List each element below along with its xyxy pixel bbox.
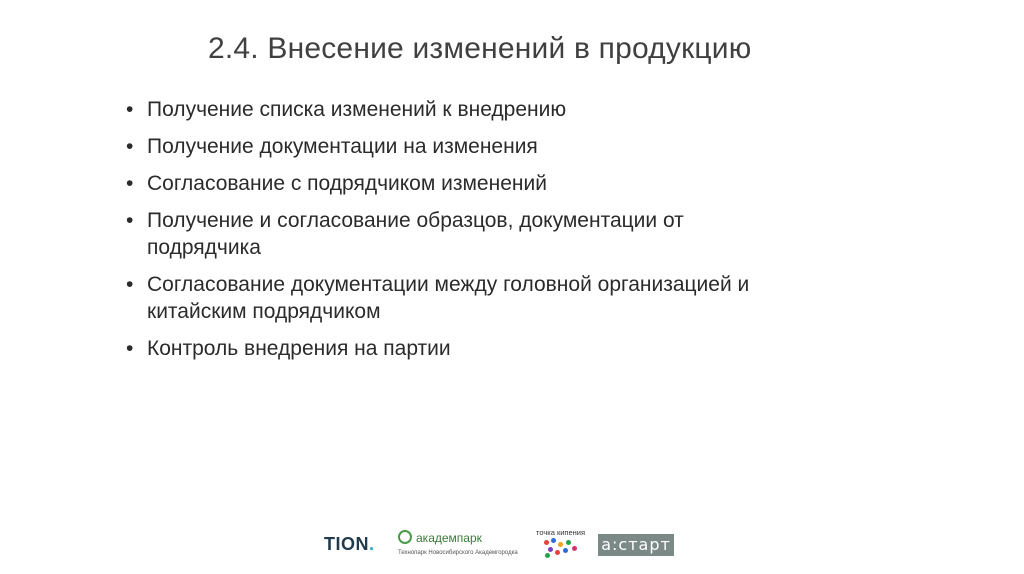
tochka-logo-name: точка кипения <box>536 528 586 537</box>
list-item <box>126 335 786 362</box>
list-item <box>126 170 786 197</box>
list-item <box>126 96 786 123</box>
tion-logo-dot: . <box>369 534 375 554</box>
tochka-kipeniya-logo <box>536 526 596 560</box>
bullet-dot-icon: • <box>126 337 134 360</box>
list-item-text: Получение списка изменений к внедрению <box>147 98 567 121</box>
list-item <box>126 133 786 160</box>
bullet-dot-icon: • <box>126 135 134 158</box>
bullet-dot-icon: • <box>126 98 134 121</box>
list-item-text: Контроль внедрения на партии <box>147 337 451 360</box>
astart-logo: а:старт <box>598 534 674 556</box>
akadempark-logo-tagline: Технопарк Новосибирского Академгородка <box>398 550 518 556</box>
bullet-dot-icon: • <box>126 273 134 296</box>
list-item-text: Согласование документации между головной организацией и китайским подрядчиком <box>147 273 750 323</box>
list-item-text: Согласование с подрядчиком изменений <box>147 172 547 195</box>
slide-title: 2.4. Внесение изменений в продукцию <box>208 32 752 65</box>
akadempark-logo-name: академпарк <box>416 531 482 545</box>
list-item <box>126 207 786 261</box>
list-item <box>126 271 786 325</box>
tion-logo-text: TION <box>324 534 369 554</box>
tion-logo <box>324 534 375 555</box>
list-item-text: Получение и согласование образцов, документации от подрядчика <box>147 209 684 259</box>
akadempark-logo <box>398 526 518 560</box>
bullet-dot-icon: • <box>126 209 134 232</box>
bullet-list <box>126 96 786 372</box>
bullet-dot-icon: • <box>126 172 134 195</box>
akadempark-mark-icon <box>398 530 412 544</box>
partner-logos <box>320 526 680 562</box>
list-item-text: Получение документации на изменения <box>147 135 538 158</box>
tochka-dots-icon <box>544 538 594 558</box>
